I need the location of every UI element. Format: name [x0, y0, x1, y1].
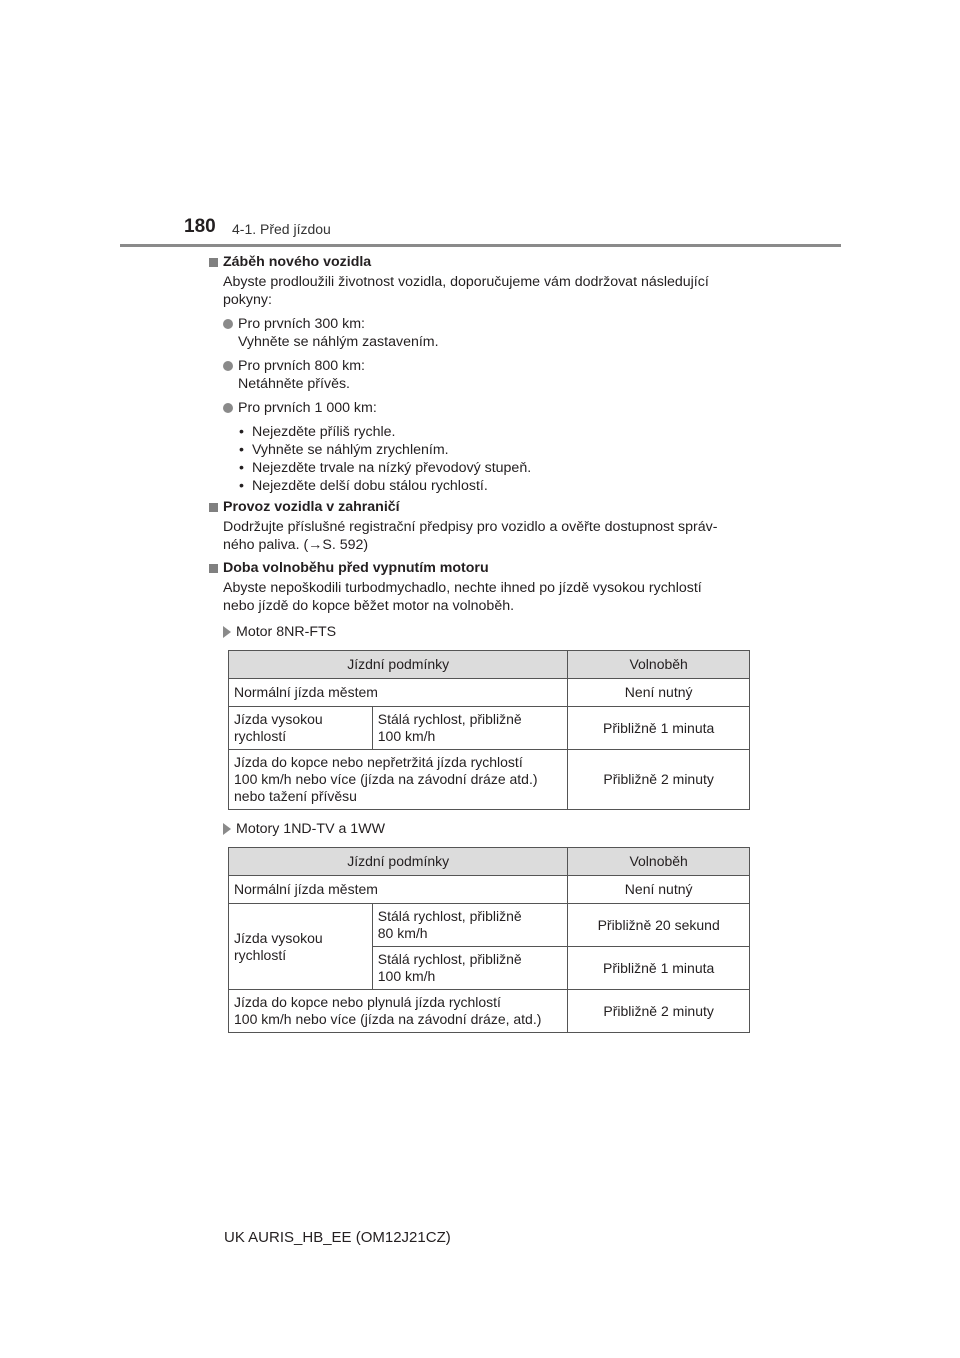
- list-item-line: Netáhněte přívěs.: [238, 376, 350, 392]
- table-header: Jízdní podmínky: [229, 848, 568, 876]
- sub-list-item: • Nejezděte příliš rychle.: [239, 423, 754, 441]
- table-cell-line: Jízda do kopce nebo nepřetržitá jízda rychlostí: [234, 754, 523, 770]
- idle-heading: [209, 559, 754, 577]
- arrow-right-icon: [223, 823, 231, 835]
- table-row: [229, 990, 750, 1033]
- round-bullet-icon: [223, 319, 233, 329]
- table-header-row: [229, 848, 750, 876]
- footer-model: UK AURIS_HB_EE (OM12J21CZ): [224, 1229, 451, 1246]
- square-bullet-icon: [209, 503, 218, 512]
- table-row: [229, 904, 750, 947]
- table-header: Jízdní podmínky: [229, 651, 568, 679]
- table-cell: Přibližně 1 minuta: [568, 947, 750, 990]
- list-item: [223, 399, 754, 417]
- list-item-line: Vyhněte se náhlým zastavením.: [238, 334, 439, 350]
- table-cell-line: Jízda do kopce nebo plynulá jízda rychlostí: [234, 994, 501, 1010]
- break-in-heading-text: Záběh nového vozidla: [223, 254, 372, 270]
- idle-table-8nr: [228, 650, 750, 810]
- list-item: [223, 315, 754, 351]
- break-in-intro-line: pokyny:: [223, 292, 272, 308]
- table-row: [229, 876, 750, 904]
- table-cell-line: 100 km/h nebo více (jízda na závodní dráze atd.): [234, 771, 538, 787]
- square-bullet-icon: [209, 564, 218, 573]
- table-cell-line: rychlostí: [234, 946, 287, 963]
- abroad-heading-text: Provoz vozidla v zahraničí: [223, 499, 400, 515]
- header-divider: [120, 244, 841, 247]
- list-item-line: Pro prvních 800 km:: [238, 358, 365, 374]
- table-header: Volnoběh: [568, 848, 750, 876]
- round-bullet-icon: [223, 403, 233, 413]
- table-cell-line: 100 km/h: [377, 728, 436, 744]
- engine-label: [223, 820, 754, 838]
- table-cell: [372, 904, 568, 947]
- table-cell-line: 80 km/h: [377, 925, 428, 941]
- table-cell: Přibližně 1 minuta: [568, 707, 750, 750]
- sub-list-item: • Nejezděte delší dobu stálou rychlostí.: [239, 477, 754, 495]
- table-cell: [229, 750, 568, 810]
- table-cell: Přibližně 2 minuty: [568, 750, 750, 810]
- table-cell-line: Stálá rychlost, přibližně: [377, 908, 522, 924]
- page-number: 180: [184, 216, 216, 237]
- abroad-text-line: Dodržujte příslušné registrační předpisy pro vozidlo a ověřte dostupnost správ-: [223, 519, 718, 535]
- break-in-intro: [223, 273, 754, 309]
- idle-text: [223, 579, 754, 615]
- idle-heading-text: Doba volnoběhu před vypnutím motoru: [223, 560, 489, 576]
- table-cell-line: Jízda vysokou: [234, 711, 323, 727]
- abroad-text-line: ného paliva. (→S. 592): [223, 537, 369, 553]
- round-bullet-icon: [223, 361, 233, 371]
- table-header-row: [229, 651, 750, 679]
- table-cell: Není nutný: [568, 876, 750, 904]
- abroad-text: [223, 518, 754, 554]
- table-cell: [372, 947, 568, 990]
- table-cell: Přibližně 2 minuty: [568, 990, 750, 1033]
- list-item-text: [238, 357, 754, 393]
- table-cell-line: Stálá rychlost, přibližně: [377, 951, 522, 967]
- table-cell: Normální jízda městem: [229, 876, 568, 904]
- list-item-text: [238, 315, 754, 351]
- table-row: [229, 679, 750, 707]
- abroad-heading: [209, 498, 754, 516]
- table-cell: [229, 707, 373, 750]
- idle-text-line: nebo jízdě do kopce běžet motor na volnoběh.: [223, 598, 515, 614]
- table-cell-line: rychlostí: [234, 728, 287, 744]
- table-cell: Normální jízda městem: [229, 679, 568, 707]
- table-cell: Přibližně 20 sekund: [568, 904, 750, 947]
- engine-label: [223, 623, 754, 641]
- table-cell-line: nebo tažení přívěsu: [234, 788, 357, 804]
- sub-list-item: • Vyhněte se náhlým zrychlením.: [239, 441, 754, 459]
- table-row: [229, 707, 750, 750]
- idle-table-1nd: [228, 847, 750, 1033]
- table-cell-line: Stálá rychlost, přibližně: [377, 711, 522, 727]
- table-cell: [229, 904, 373, 990]
- arrow-right-icon: [223, 626, 231, 638]
- list-item-text: Pro prvních 1 000 km:: [238, 400, 377, 416]
- table-cell-line: Jízda vysokou: [234, 929, 323, 946]
- square-bullet-icon: [209, 258, 218, 267]
- break-in-intro-line: Abyste prodloužili životnost vozidla, doporučujeme vám dodržovat následující: [223, 274, 709, 290]
- table-header: Volnoběh: [568, 651, 750, 679]
- list-item-line: Pro prvních 300 km:: [238, 316, 365, 332]
- list-item: [223, 357, 754, 393]
- break-in-heading: [209, 253, 754, 271]
- table-cell-line: 100 km/h: [377, 968, 436, 984]
- sub-list: [239, 423, 754, 495]
- section-title: 4-1. Před jízdou: [232, 221, 331, 237]
- table-cell-line: 100 km/h nebo více (jízda na závodní dráze, atd.): [234, 1011, 542, 1027]
- page-content: [209, 253, 754, 1033]
- sub-list-item: • Nejezděte trvale na nízký převodový stupeň.: [239, 459, 754, 477]
- table-cell: [229, 990, 568, 1033]
- engine-label-text: Motory 1ND-TV a 1WW: [236, 821, 385, 837]
- table-row: [229, 750, 750, 810]
- idle-text-line: Abyste nepoškodili turbodmychadlo, nechte ihned po jízdě vysokou rychlostí: [223, 580, 702, 596]
- table-cell: [372, 707, 568, 750]
- engine-label-text: Motor 8NR-FTS: [236, 624, 337, 640]
- table-cell: Není nutný: [568, 679, 750, 707]
